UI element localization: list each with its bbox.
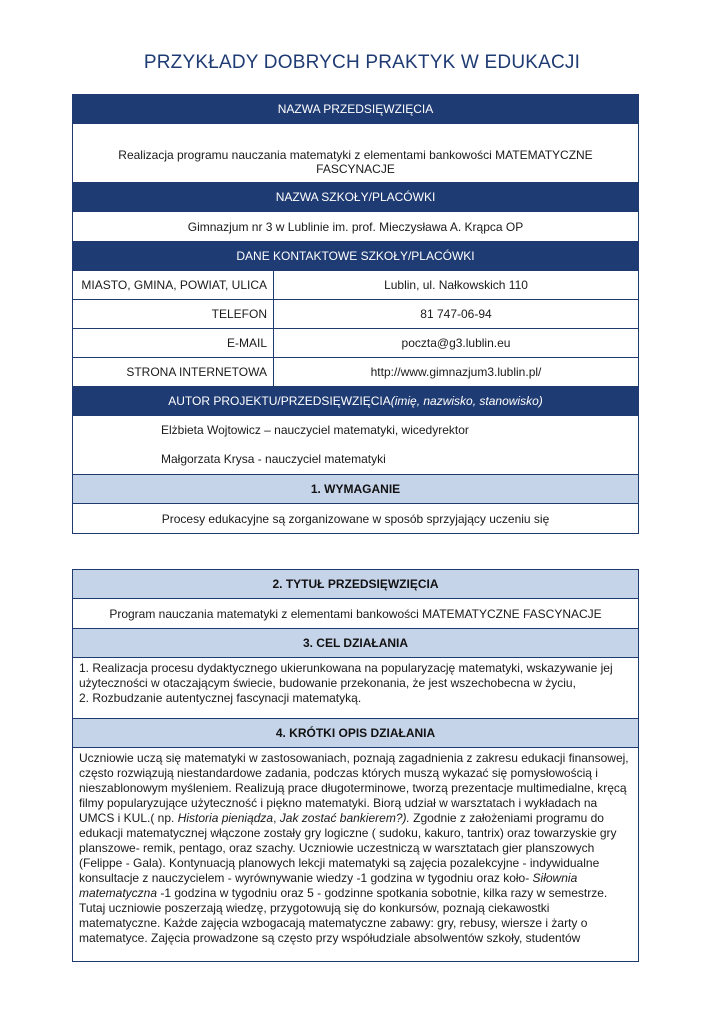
contact-value-phone: 81 747-06-94	[274, 300, 639, 329]
author-header-note: (imię, nazwisko, stanowisko)	[390, 394, 543, 408]
goal-line-1: 1. Realizacja procesu dydaktycznego ukierunkowana na popularyzację matematyki, wskazywanie jej	[79, 661, 613, 675]
description-italic-2: Jak zostać bankierem?).	[279, 811, 410, 825]
description-part-4: -1 godzina w tygodniu oraz 5 - godzinne spotkania sobotnie, kilka razy w semestrze. Tutaj uczniowie poszerzają wiedzę, przygotowują się do konkursów, poznają ciekawostki matematyczne. Każde zajęcia wzbogacają matematyczne zabawy: gry, rebusy, wiersze i żarty o matematyce. Zajęcia prowadzone są często przy współudziale absolwentów szkoły, studentów	[79, 886, 608, 945]
school-name: Gimnazjum nr 3 w Lublinie im. prof. Mieczysława A. Krąpca OP	[73, 212, 639, 242]
requirement-text: Procesy edukacyjne są zorganizowane w sposób sprzyjający uczeniu się	[73, 504, 639, 534]
goal-line-3: 2. Rozbudzanie autentycznej fascynacji matematyką.	[79, 691, 362, 705]
requirement-header: 1. WYMAGANIE	[73, 475, 639, 504]
authors-cell	[73, 416, 639, 475]
title-header: 2. TYTUŁ PRZEDSIĘWZIĘCIA	[73, 570, 639, 599]
project-name: Realizacja programu nauczania matematyki z elementami bankowości MATEMATYCZNE FASCYNACJE	[73, 124, 639, 183]
project-title: Program nauczania matematyki z elementami bankowości MATEMATYCZNE FASCYNACJE	[73, 599, 639, 629]
contact-header: DANE KONTAKTOWE SZKOŁY/PLACÓWKI	[73, 242, 639, 271]
contact-label-website: STRONA INTERNETOWA	[73, 358, 274, 387]
project-details-table	[72, 569, 639, 962]
document-title: PRZYKŁADY DOBRYCH PRAKTYK W EDUKACJI	[143, 52, 581, 73]
goal-header: 3. CEL DZIAŁANIA	[73, 629, 639, 658]
project-info-table	[72, 94, 639, 534]
contact-value-address: Lublin, ul. Nałkowskich 110	[274, 271, 639, 300]
author-1: Elżbieta Wojtowicz – nauczyciel matematyki, wicedyrektor	[161, 423, 469, 437]
description-header: 4. KRÓTKI OPIS DZIAŁANIA	[73, 719, 639, 748]
contact-value-email: poczta@g3.lublin.eu	[274, 329, 639, 358]
contact-label-phone: TELEFON	[73, 300, 274, 329]
goal-cell	[73, 658, 639, 719]
project-name-header: NAZWA PRZEDSIĘWZIĘCIA	[73, 95, 639, 124]
goal-line-2: użyteczności w otaczającym świecie, budowanie przekonania, że jest wszechobecna w życiu,	[79, 676, 576, 690]
contact-value-website: http://www.gimnazjum3.lublin.pl/	[274, 358, 639, 387]
school-name-header: NAZWA SZKOŁY/PLACÓWKI	[73, 183, 639, 212]
description-italic-1: Historia pieniądza	[177, 811, 274, 825]
description-part-3: Zgodnie z założeniami programu do edukacji matematycznej włączone zostały gry logiczne ( sudoku, kakuro, tantrix) oraz towarzyskie gry planszowe- remik, pentago, oraz szachy. Uczniowie uczestniczą w warsztatach gier planszowych (Felippe - Gala). Kontynuacją planowych lekcji matematyki są zajęcia pozalekcyjne - indywidualne konsultacje z nauczycielem - wyrównywanie wiedzy -1 godzina w tygodniu oraz koło-	[79, 811, 617, 885]
description-text	[73, 748, 639, 962]
description-italic-3: Siłownia matematyczna	[79, 871, 578, 900]
description-part-1: Uczniowie uczą się matematyki w zastosowaniach, poznają zagadnienia z zakresu edukacji finansowej, często rozwiązują niestandardowe zadania, podczas których muszą wykazać się pomysłowością i nieszablonowym myśleniem. Realizują prace długoterminowe, tworzą prezentacje multimedialne, kręcą filmy popularyzujące użyteczność i piękno matematyki. Biorą udział w warsztatach i wykładach na UMCS i KUL.( np.	[79, 751, 629, 825]
author-header-text: AUTOR PROJEKTU/PRZEDSIĘWZIĘCIA	[168, 394, 391, 408]
description-part-2: ,	[273, 811, 280, 825]
contact-label-address: MIASTO, GMINA, POWIAT, ULICA	[73, 271, 274, 300]
author-header	[73, 387, 639, 416]
contact-label-email: E-MAIL	[73, 329, 274, 358]
author-2: Małgorzata Krysa - nauczyciel matematyki	[161, 452, 386, 466]
